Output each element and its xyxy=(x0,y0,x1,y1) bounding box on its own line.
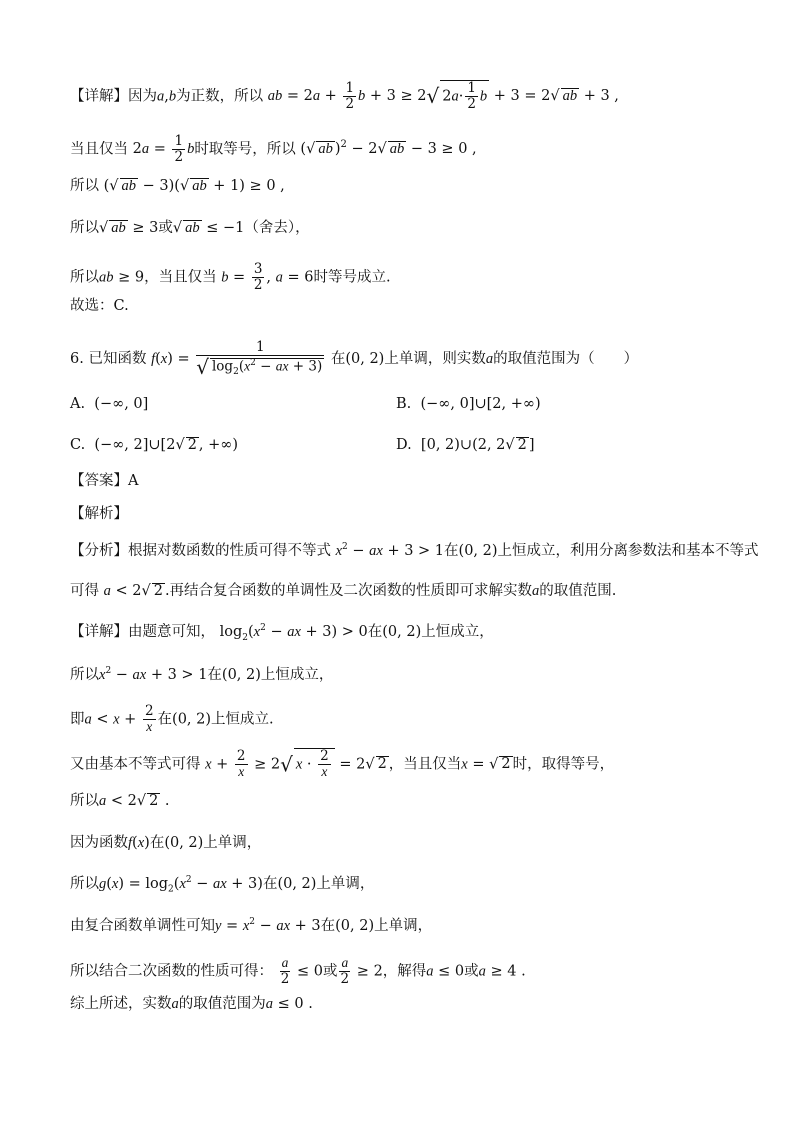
option-a[interactable]: A. (−∞, 0] xyxy=(70,396,149,412)
analysis-line1: 【分析】根据对数函数的性质可得不等式 $x^2$ − ax + 3 > 1在(0, 2)上恒成立，利用分离参数法和基本不等式 xyxy=(70,542,759,559)
sol5-line3: 所以 (√ ab − 3)(√ ab + 1) ≥ 0 , xyxy=(70,178,285,194)
detail-line1: 【详解】由题意可知， $\log_2(x^2$ − ax + 3) > 0在(0, 2)上恒成立， xyxy=(70,623,494,643)
sol5-line4: 所以√ ab ≥ 3或√ ab ≤ −1（舍去）， xyxy=(70,220,310,236)
detail-line2: 所以$x^2$ − ax + 3 > 1在(0, 2)上恒成立， xyxy=(70,666,334,683)
sol5-line2: 当且仅当 2a = $\frac{1}{2}$ b时取等号，所以 (√ ab )$^2$ − 2√ ab − 3 ≥ 0 , xyxy=(70,133,477,165)
detail-line4: 又由基本不等式可得 x + $\frac{2}{x}$ ≥ 2√ x · $\frac{2}{x}$ = 2√ 2 ，当且仅当x = √ 2 时，取得等号， xyxy=(70,748,615,779)
function-definition: f(x) = $\frac{1}{√ \log_2(x^2 - ax + 3)}$ xyxy=(151,339,323,379)
detail-line10: 综上所述，实数a的取值范围为a ≤ 0 . xyxy=(70,996,313,1012)
answer-value: A xyxy=(128,473,139,489)
detail-line7: 所以$g(x) = \log_2(x^2$ − ax + 3)在(0, 2)上单调， xyxy=(70,875,375,895)
option-d[interactable]: D. [0, 2)∪(2, 2√ 2 ] xyxy=(396,437,535,453)
detail-line3: 即a < x + $\frac{2}{x}$ 在(0, 2)上恒成立. xyxy=(70,703,274,734)
sol5-line5: 所以ab ≥ 9，当且仅当 b = $\frac{3}{2}$ , a = 6时等号成立. xyxy=(70,261,391,293)
option-c[interactable]: C. (−∞, 2]∪[2√ 2 , +∞) xyxy=(70,437,239,453)
detail-line9: 所以结合二次函数的性质可得： $\frac{a}{2}$ ≤ 0或 $\frac{a}{2}$ ≥ 2，解得a ≤ 0或a ≥ 4 . xyxy=(70,955,526,987)
sol5-line1: 【详解】因为a,b为正数，所以 ab = 2a + $\frac{1}{2}$ b + 3 ≥ 2√ 2a· $\frac{1}{2}$ b + 3 = 2√ ab + 3 , xyxy=(70,80,619,112)
detail-tag: 【详解】 xyxy=(70,88,128,105)
jiexi-tag: 【解析】 xyxy=(70,506,128,522)
answer-line xyxy=(70,474,138,489)
analysis-tag: 【分析】 xyxy=(70,542,128,559)
analysis-line2: 可得 a < 2√ 2 .再结合复合函数的单调性及二次函数的性质即可求解实数a的取值范围. xyxy=(70,583,617,599)
detail-line5: 所以a < 2√ 2 . xyxy=(70,793,170,809)
sol5-conclusion: 故选：C. xyxy=(70,298,129,314)
detail-line8: 由复合函数单调性可知$y = x^2$ − ax + 3在(0, 2)上单调， xyxy=(70,917,433,934)
answer-tag: 【答案】 xyxy=(70,473,128,489)
detail-tag-2: 【详解】 xyxy=(70,623,128,640)
formula-ab-inequality: ab = 2a + $\frac{1}{2}$ b + 3 ≥ 2√ 2a· $\frac{1}{2}$ b + 3 = 2√ ab + 3 , xyxy=(267,80,619,112)
option-b[interactable]: B. (−∞, 0]∪[2, +∞) xyxy=(396,396,541,412)
detail-line6: 因为函数f(x)在(0, 2)上单调， xyxy=(70,835,262,851)
q6-stem: 6. 已知函数 f(x) = $\frac{1}{√ \log_2(x^2 - ax + 3)}$ 在(0, 2)上单调，则实数a的取值范围为（ ） xyxy=(70,339,639,379)
